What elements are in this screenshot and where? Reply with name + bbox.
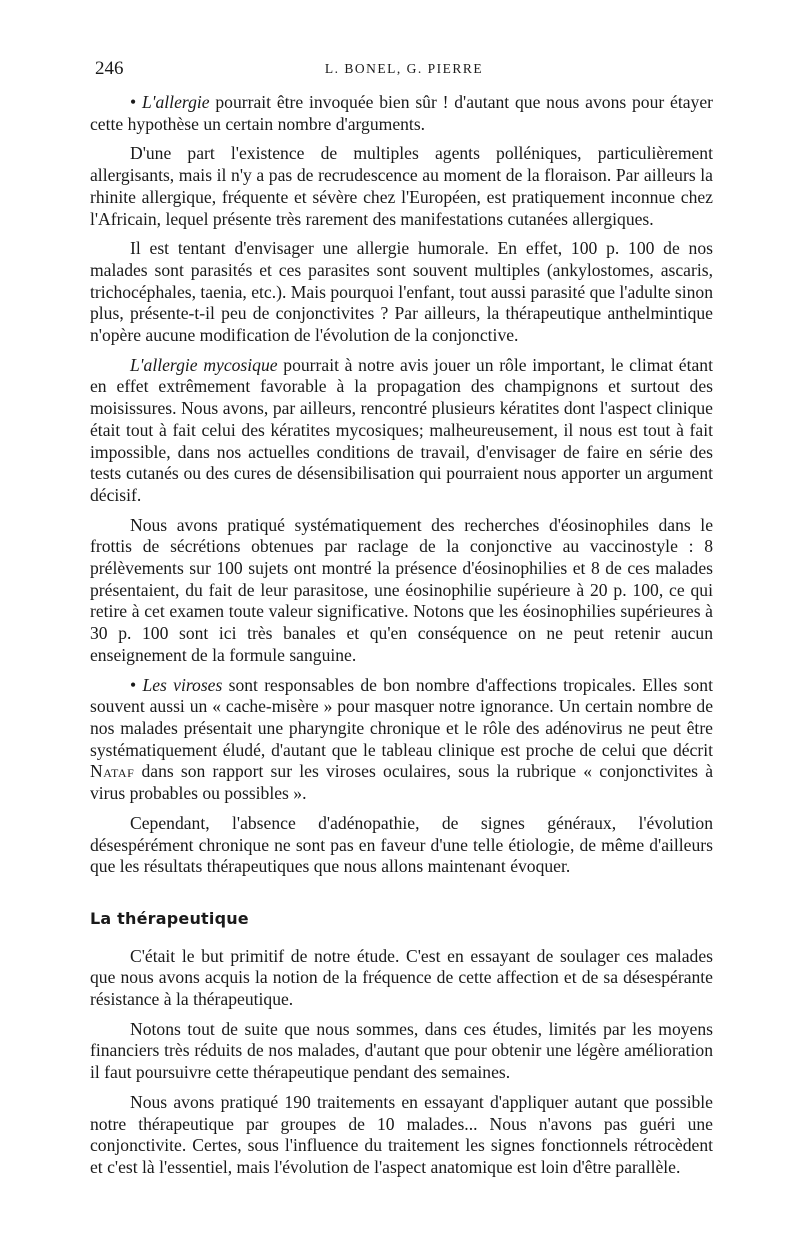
- paragraph-eosinophils: Nous avons pratiqué systématiquement des recherches d'éosinophiles dans le frottis de sécrétions obtenues par raclage de la conjonctive au vaccinostyle : 8 prélèvements sur 100 sujets ont montré la présence d'éosinophilies et 8 de ces malades présentaient, du fait de leur parasitose, une éosinophilie supérieure à 20 p. 100, ce qui retire à cet examen toute valeur significative. Notons que les éosinophilies supérieures à 30 p. 100 sont ici très banales et qu'en conséquence on ne peut retenir aucun enseignement de la formule sanguine.: [90, 514, 713, 665]
- paragraph-therapy-goal: C'était le but primitif de notre étude. C'est en essayant de soulager ces malades que nous avons acquis la notion de la fréquence de cette affection et de sa désespérante résistance à la thérapeutique.: [90, 945, 713, 1010]
- paragraph-pollen: D'une part l'existence de multiples agents polléniques, particulièrement allergisants, mais il n'y a pas de recrudescence au moment de la floraison. Par ailleurs la rhinite allergique, fréquente et sévère chez l'Européen, est pratiquement inconnue chez l'Africain, lequel présente très rarement des manifestations cutanées allergiques.: [90, 143, 713, 229]
- italic-term: Les viroses: [142, 674, 223, 695]
- paragraph-text: pourrait être invoquée bien sûr ! d'autant que nous avons pour étayer cette hypothèse un certain nombre d'arguments.: [90, 92, 713, 134]
- running-header: [95, 58, 713, 84]
- paragraph-cependant: Cependant, l'absence d'adénopathie, de signes généraux, l'évolution désespérément chronique ne sont pas en faveur d'une telle étiologie, de même d'ailleurs que les résultats thérapeutiques que nous allons maintenant évoquer.: [90, 812, 713, 877]
- paragraph-mycotic-allergy: [90, 355, 713, 507]
- paragraph-treatments: Nous avons pratiqué 190 traitements en essayant d'appliquer autant que possible notre thérapeutique par groupes de 10 malades... Nous n'avons pas guéri une conjonctivite. Certes, sous l'influence du traitement les signes fonctionnels rétrocèdent et c'est là l'essentiel, mais l'évolution de l'aspect anatomique est loin d'être parallèle.: [90, 1091, 713, 1177]
- italic-term: L'allergie mycosique: [130, 354, 278, 375]
- paragraph-text: pourrait à notre avis jouer un rôle important, le climat étant en effet extrêmement favorable à la propagation des champignons et surtout des moisissures. Nous avons, par ailleurs, rencontré plusieurs kératites dont l'aspect clinique était tout à fait celui des kératites mycosiques; malheureusement, il nous est tout à fait impossible, dans nos actuelles conditions de travail, d'envisager de faire en série des tests cutanés ou des cures de désensibilisation qui pourraient nous apporter un argument décisif.: [90, 354, 713, 505]
- italic-term: L'allergie: [141, 92, 210, 112]
- page-number: 246: [95, 58, 124, 79]
- paragraph-viroses: [90, 675, 713, 805]
- paragraph-text: dans son rapport sur les viroses oculaires, sous la rubrique « conjonctivites à virus probables ou possibles ».: [90, 761, 713, 804]
- running-title: L. BONEL, G. PIERRE: [324, 61, 484, 76]
- paragraph-humoral-allergy: Il est tentant d'envisager une allergie humorale. En effet, 100 p. 100 de nos malades sont parasités et ces parasites sont souvent multiples (ankylostomes, ascaris, trichocéphales, taenia, etc.). Mais pourquoi l'enfant, tout aussi parasité que l'adulte sinon plus, présente-t-il peu de conjonctivites ? Par ailleurs, la thérapeutique anthelmintique n'opère aucune modification de l'évolution de la conjonctive.: [90, 238, 713, 346]
- paragraph-text: sont responsables de bon nombre d'affections tropicales. Elles sont souvent aussi un « cache-misère » pour masquer notre ignorance. Un certain nombre de nos malades présentait une pharyngite chronique et le rôle des adénovirus ne peut être systématiquement éludé, d'autant que le tableau clinique est proche de celui que décrit: [90, 674, 713, 760]
- author-name: Nataf: [90, 761, 135, 782]
- bullet-glyph: •: [130, 92, 137, 112]
- paragraph-allergie: [90, 92, 713, 135]
- body-text: [90, 92, 713, 1187]
- section-heading: La thérapeutique: [90, 908, 249, 928]
- paragraph-financial-limits: Notons tout de suite que nous sommes, dans ces études, limités par les moyens financiers très réduits de nos malades, d'autant que pour obtenir une légère amélioration il faut poursuivre cette thérapeutique pendant des semaines.: [90, 1018, 713, 1083]
- bullet-glyph: •: [130, 674, 137, 695]
